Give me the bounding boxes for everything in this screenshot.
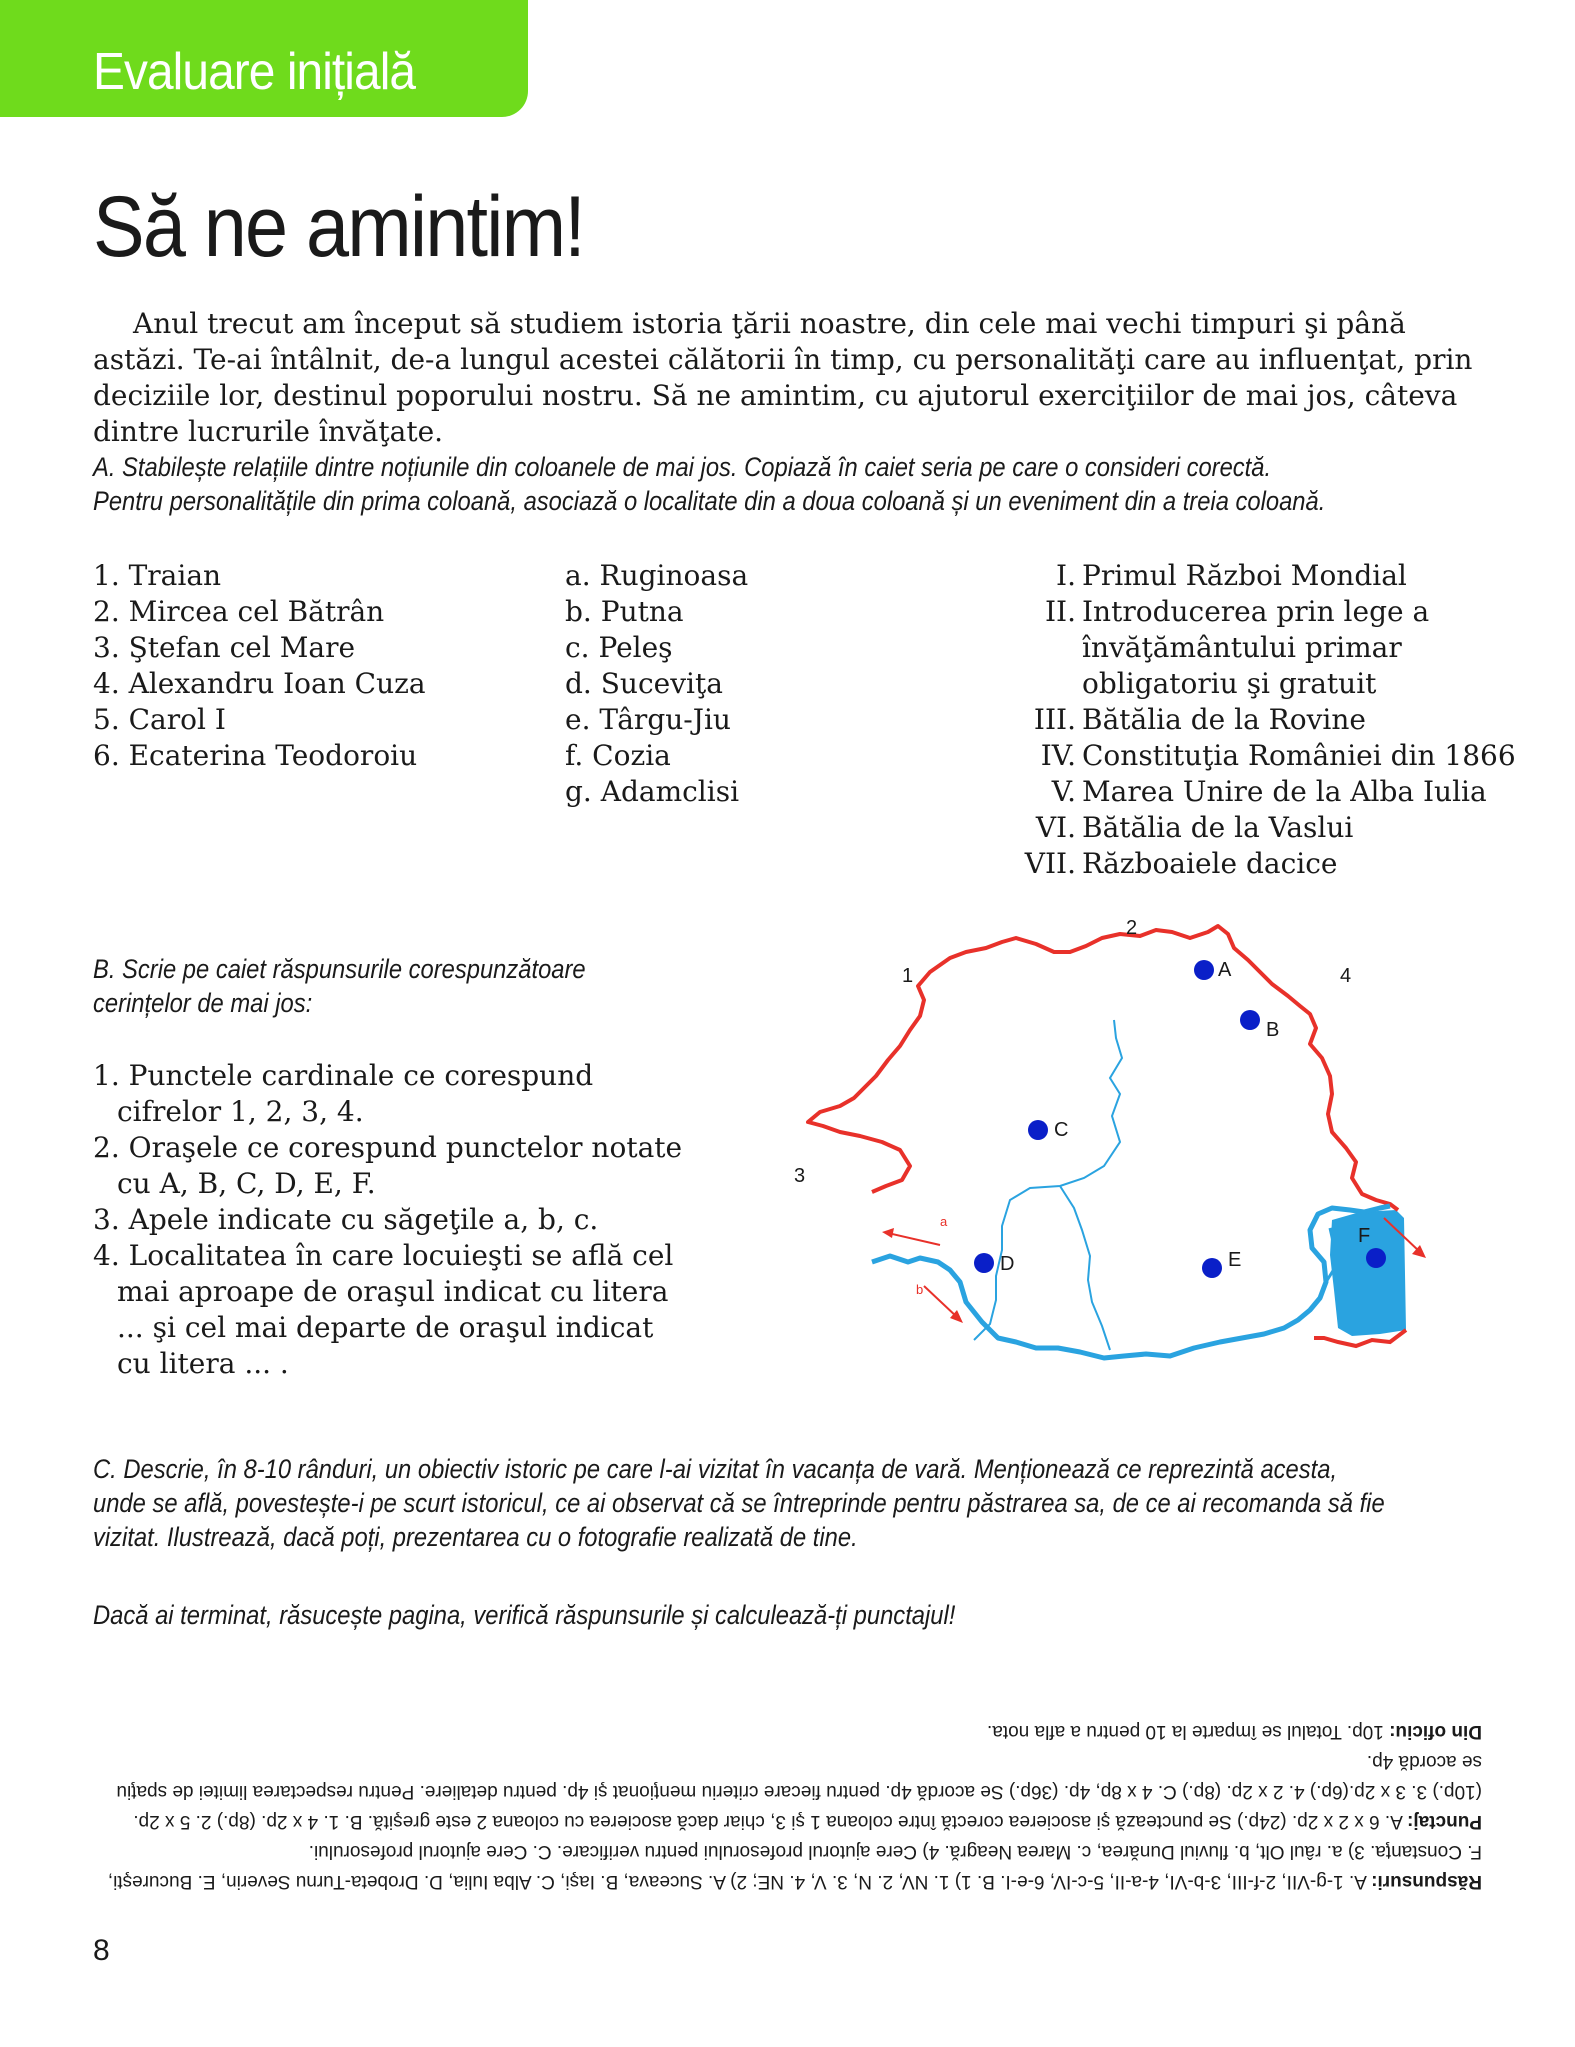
- city-label-b: B: [1266, 1019, 1280, 1041]
- event-item: [1006, 702, 1516, 738]
- answers-responses-label: Răspunsuri:: [1371, 1871, 1482, 1892]
- event-text: Introducerea prin lege a: [1082, 595, 1430, 628]
- task-b-line-2: cerințelor de mai jos:: [93, 988, 313, 1018]
- task-b-item: 1. Punctele cardinale ce corespund cifrelor 1, 2, 3, 4.: [93, 1059, 594, 1128]
- event-item: [1006, 774, 1516, 810]
- section-tab: [0, 0, 528, 117]
- event-item: [1006, 738, 1516, 774]
- event-text: Bătălia de la Rovine: [1082, 703, 1366, 736]
- city-f-dot: [1366, 1248, 1386, 1268]
- event-number: I.: [1056, 559, 1076, 592]
- task-c-line-2: unde se află, povestește-i pe scurt istoricul, ce ai observat că se întreprinde pentru păstrarea sa, de ce ai recomanda să fie: [93, 1488, 1385, 1518]
- event-item: [1006, 666, 1516, 702]
- person-item: 6. Ecaterina Teodoroiu: [93, 739, 418, 772]
- place-item: b. Putna: [565, 595, 684, 628]
- event-number: III.: [1033, 703, 1076, 736]
- city-e-dot: [1202, 1258, 1222, 1278]
- event-item: [1006, 810, 1516, 846]
- task-b-item: 4. Localitatea în care locuieşti se află cel mai aproape de oraşul indicat cu litera ... şi cel mai departe de oraşul indicat cu litera ... .: [93, 1239, 674, 1380]
- answers-official-text: 10p. Totalul se împarte la 10 pentru a afla nota.: [987, 1721, 1384, 1742]
- place-item: e. Târgu-Jiu: [565, 703, 731, 736]
- person-item: 3. Ştefan cel Mare: [93, 631, 356, 664]
- city-a-dot: [1194, 960, 1214, 980]
- task-a-line-1: A. Stabilește relațiile dintre noțiunile din coloanele de mai jos. Copiază în caiet seria pe care o consideri corectă.: [93, 452, 1272, 482]
- city-d-dot: [974, 1253, 994, 1273]
- task-b-item: 3. Apele indicate cu săgeţile a, b, c.: [93, 1203, 599, 1236]
- events-column: [1006, 558, 1516, 882]
- olt-river: [974, 1020, 1122, 1340]
- city-label-a: A: [1218, 959, 1232, 981]
- water-label-c: c: [1404, 1214, 1411, 1229]
- event-number: IV.: [1040, 739, 1076, 772]
- event-number: VI.: [1035, 811, 1076, 844]
- page-title: Să ne amintim!: [93, 179, 585, 275]
- page-number: 8: [93, 1934, 110, 1967]
- answers-responses: [92, 1836, 1482, 1896]
- person-item: 4. Alexandru Ioan Cuza: [93, 667, 426, 700]
- event-item: [1006, 630, 1516, 666]
- danube-river: [872, 1206, 1390, 1358]
- person-item: 1. Traian: [93, 559, 222, 592]
- city-c-dot: [1028, 1120, 1048, 1140]
- event-item: [1006, 558, 1516, 594]
- cardinal-label-4: 4: [1340, 965, 1352, 987]
- task-c-line-1: C. Descrie, în 8-10 rânduri, un obiectiv istoric pe care l-ai vizitat în vacanța de vară. Menționează ce reprezintă acesta,: [93, 1454, 1338, 1484]
- event-text: Bătălia de la Vaslui: [1082, 811, 1354, 844]
- romania-map: [790, 910, 1470, 1370]
- place-item: a. Ruginoasa: [565, 559, 749, 592]
- cardinal-label-1: 1: [902, 965, 914, 987]
- cardinal-label-2: 2: [1126, 917, 1138, 939]
- person-item: 2. Mircea cel Bătrân: [93, 595, 385, 628]
- task-b-item: 2. Oraşele ce corespund punctelor notate cu A, B, C, D, E, F.: [93, 1131, 683, 1200]
- final-note: Dacă ai terminat, răsucește pagina, verifică răspunsurile și calculează-ți punctajul!: [93, 1600, 956, 1630]
- city-label-c: C: [1054, 1119, 1069, 1141]
- answers-scoring-label: Punctaj:: [1407, 1811, 1482, 1832]
- city-b-dot: [1240, 1010, 1260, 1030]
- place-item: d. Suceviţa: [565, 667, 723, 700]
- task-b-line-1: B. Scrie pe caiet răspunsurile corespunzătoare: [93, 954, 586, 984]
- answers-scoring: [92, 1746, 1482, 1836]
- task-c-line-3: vizitat. Ilustrează, dacă poți, prezentarea cu o fotografie realizată de tine.: [93, 1522, 858, 1552]
- event-text: Constituţia României din 1866: [1082, 739, 1516, 772]
- place-item: g. Adamclisi: [565, 775, 740, 808]
- task-c-instructions: [93, 1452, 1483, 1554]
- event-number: II.: [1044, 595, 1076, 628]
- section-tab-label: Evaluare inițială: [93, 43, 416, 101]
- answers-official: [92, 1716, 1482, 1746]
- event-item: [1006, 594, 1516, 630]
- inner-river: [1060, 1186, 1110, 1350]
- event-text: Marea Unire de la Alba Iulia: [1082, 775, 1487, 808]
- arrow-a: [882, 1228, 940, 1245]
- city-label-f: F: [1358, 1225, 1371, 1247]
- event-item: [1006, 846, 1516, 882]
- place-item: c. Peleş: [565, 631, 673, 664]
- task-b-list: [93, 1058, 693, 1382]
- upside-down-answers: [92, 1716, 1482, 1896]
- city-label-d: D: [1000, 1253, 1015, 1275]
- arrow-b: [924, 1286, 963, 1323]
- persons-column: [93, 558, 426, 774]
- answers-official-label: Din oficiu:: [1389, 1721, 1482, 1742]
- task-a-line-2: Pentru personalitățile din prima coloană, asociază o localitate din a doua coloană și un eveniment din a treia coloană.: [93, 486, 1326, 516]
- event-text: Primul Război Mondial: [1082, 559, 1407, 592]
- water-label-a: a: [940, 1214, 948, 1229]
- task-a-instructions: [93, 450, 1483, 518]
- event-text: obligatoriu şi gratuit: [1082, 667, 1377, 700]
- places-column: [565, 558, 748, 810]
- person-item: 5. Carol I: [93, 703, 226, 736]
- answers-responses-text: A. 1-g-VII, 2-f-III, 3-b-VI, 4-a-II, 5-c-IV, 6-e-I. B. 1) 1. NV, 2. N, 3. V, 4. NE; 2) A. Suceava, B. Iaşi, C. Alba Iulia, D. Drobeta-Turnu Severin, E. Bucureşti, F. Constanţa. 3) a. râul Olt, b. fluviul Dunărea, c. Marea Neagră. 4) Cere ajutorul profesorului pentru verificare. C. Cere ajutorul profesorului.: [107, 1841, 1482, 1892]
- event-number: V.: [1051, 775, 1076, 808]
- water-label-b: b: [916, 1282, 924, 1297]
- city-label-e: E: [1228, 1249, 1242, 1271]
- place-item: f. Cozia: [565, 739, 671, 772]
- intro-paragraph: Anul trecut am început să studiem istoria ţării noastre, din cele mai vechi timpuri şi până astăzi. Te-ai întâlnit, de-a lungul acestei călătorii în timp, cu personalităţi care au influenţat, prin deciziile lor, destinul poporului nostru. Să ne amintim, cu ajutorul exerciţiilor de mai jos, câteva dintre lucrurile învăţate.: [93, 307, 1473, 448]
- event-number: VII.: [1024, 847, 1076, 880]
- event-text: învăţământului primar: [1082, 631, 1402, 664]
- event-text: Războaiele dacice: [1082, 847, 1338, 880]
- answers-scoring-text: A. 6 x 2 x 2p. (24p.) Se punctează şi asocierea corectă între coloana 1 şi 3, chiar dacă asocierea cu coloana 2 este greşită. B. 1. 4 x 2p. (8p.) 2. 5 x 2p. (10p.) 3. 3 x 2p.(6p.) 4. 2 x 2p. (8p.) C. 4 x 8p, 4p. (36p.) Se acordă 4p. pentru fiecare criteriu menţionat şi 4p. pentru detaliere. Pentru respectarea limitei de spaţiu se acordă 4p.: [116, 1751, 1482, 1832]
- cardinal-label-3: 3: [794, 1165, 806, 1187]
